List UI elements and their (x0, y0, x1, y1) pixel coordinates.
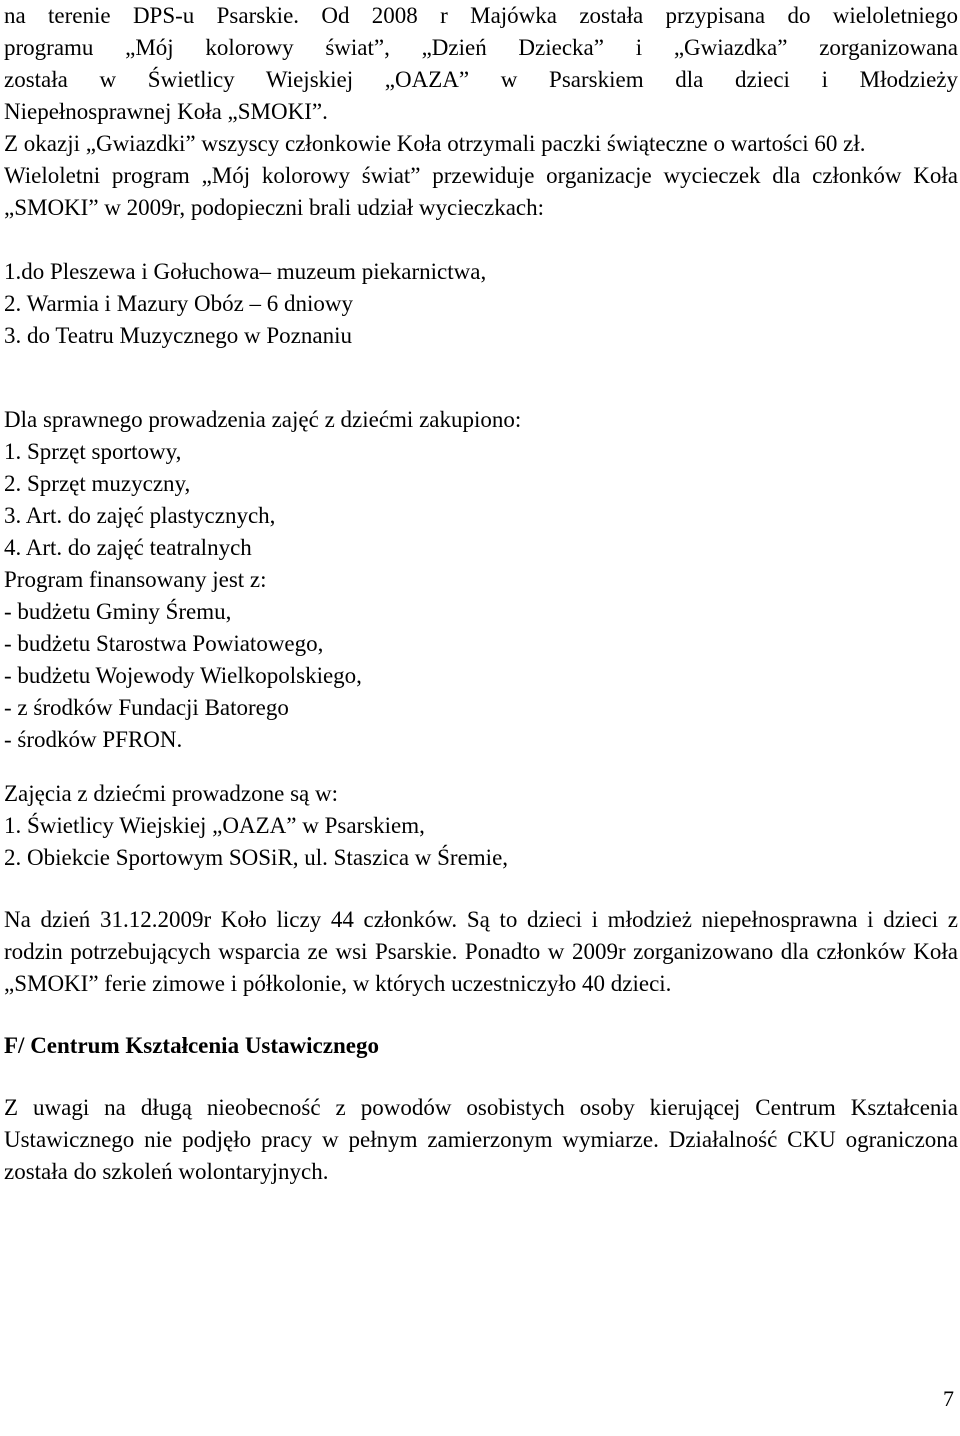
list-item-equipment: 4. Art. do zajęć teatralnych (4, 535, 252, 560)
list-item-funding: - środków PFRON. (4, 727, 183, 752)
locations-intro: Zajęcia z dziećmi prowadzone są w: (4, 781, 338, 806)
paragraph-gifts: Z okazji „Gwiazdki” wszyscy członkowie Koła otrzymali paczki świąteczne o wartości 60 zł. (4, 131, 866, 156)
paragraph-line: programu „Mój kolorowy świat”, „Dzień Dziecka” i „Gwiazdka” zorganizowana (4, 35, 958, 60)
paragraph-cku: Z uwagi na długą nieobecność z powodów osobistych osoby kierującej Centrum Kształcenia Ustawicznego nie podjęło pracy w pełnym zamierzonym wymiarze. Działalność CKU ograniczona została do szkoleń wolontaryjnych. (4, 1095, 958, 1184)
list-item-funding: - z środków Fundacji Batorego (4, 695, 289, 720)
page-number: 7 (943, 1386, 954, 1411)
paragraph-members: Na dzień 31.12.2009r Koło liczy 44 członków. Są to dzieci i młodzież niepełnosprawna i dzieci z rodzin potrzebujących wsparcia ze wsi Psarskie. Ponadto w 2009r zorganizowano dla członków Koła „SMOKI” ferie zimowe i półkolonie, w których uczestniczyło 40 dzieci. (4, 907, 958, 996)
list-item-trip: 3. do Teatru Muzycznego w Poznaniu (4, 323, 352, 348)
section-heading: F/ Centrum Kształcenia Ustawicznego (4, 1033, 379, 1058)
equipment-intro: Dla sprawnego prowadzenia zajęć z dziećmi zakupiono: (4, 407, 522, 432)
paragraph-trips-intro: Wieloletni program „Mój kolorowy świat” przewiduje organizacje wycieczek dla członków Koła „SMOKI” w 2009r, podopieczni brali udział wycieczkach: (4, 163, 958, 220)
list-item-equipment: 3. Art. do zajęć plastycznych, (4, 503, 276, 528)
document-page (4, 0, 958, 1188)
list-item-equipment: 2. Sprzęt muzyczny, (4, 471, 191, 496)
list-item-equipment: 1. Sprzęt sportowy, (4, 439, 182, 464)
paragraph-line: na terenie DPS-u Psarskie. Od 2008 r Majówka została przypisana do wieloletniego (4, 3, 958, 28)
list-item-trip: 1.do Pleszewa i Gołuchowa– muzeum piekarnictwa, (4, 259, 487, 284)
list-item-funding: - budżetu Wojewody Wielkopolskiego, (4, 663, 362, 688)
list-item-location: 2. Obiekcie Sportowym SOSiR, ul. Staszica w Śremie, (4, 845, 509, 870)
list-item-funding: - budżetu Starostwa Powiatowego, (4, 631, 324, 656)
list-item-funding: - budżetu Gminy Śremu, (4, 599, 232, 624)
paragraph-line: została w Świetlicy Wiejskiej „OAZA” w Psarskiem dla dzieci i Młodzieży (4, 67, 958, 92)
list-item-trip: 2. Warmia i Mazury Obóz – 6 dniowy (4, 291, 354, 316)
paragraph-line: Niepełnosprawnej Koła „SMOKI”. (4, 99, 328, 124)
list-item-location: 1. Świetlicy Wiejskiej „OAZA” w Psarskiem, (4, 813, 425, 838)
funding-intro: Program finansowany jest z: (4, 567, 267, 592)
